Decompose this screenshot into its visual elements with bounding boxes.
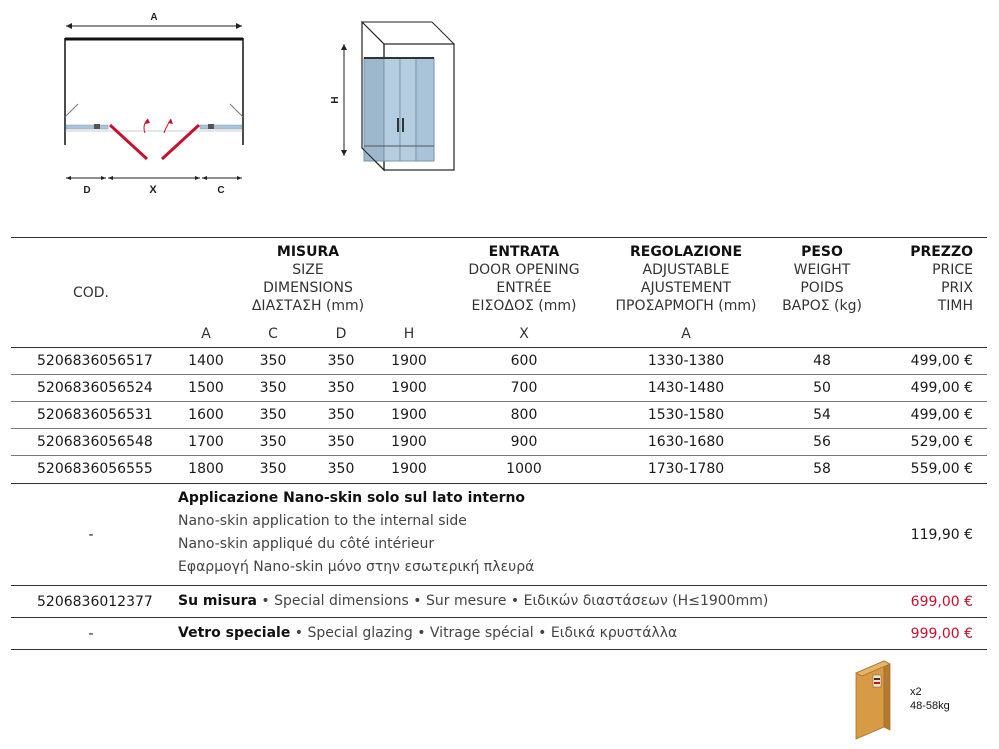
row-weight: 48: [813, 353, 831, 369]
elevation-label-h: H: [330, 96, 341, 104]
row-cod: 5206836056531: [37, 407, 153, 423]
row-cod: 5206836056555: [37, 461, 153, 477]
col-header-regolazione-line: AJUSTEMENT: [640, 280, 732, 296]
row-adjustable: 1430-1480: [647, 380, 725, 396]
subheader-adj-a: A: [681, 326, 691, 342]
row-h: 1900: [391, 434, 427, 450]
row-x: 900: [510, 434, 538, 450]
col-header-prezzo: [910, 243, 973, 315]
row-cod: 5206836056524: [37, 380, 153, 396]
row-weight: 56: [813, 434, 831, 450]
col-header-peso: [782, 243, 862, 315]
row-weight: 50: [813, 380, 831, 396]
col-header-peso-line: POIDS: [800, 280, 844, 296]
row-d: 350: [327, 407, 355, 423]
option-line: Nano-skin appliqué du côté intérieur: [178, 536, 435, 552]
col-header-entrata-line: DOOR OPENING: [468, 262, 580, 278]
option-price: 119,90 €: [910, 527, 973, 543]
col-header-misura-line: SIZE: [292, 262, 324, 278]
package-info: [910, 685, 950, 713]
col-header-entrata-line: ENTRÉE: [496, 280, 552, 296]
row-rule: [11, 483, 987, 484]
header-rule: [11, 347, 987, 348]
row-x: 700: [510, 380, 538, 396]
col-header-peso-line: ΒΑΡΟΣ (kg): [782, 298, 862, 314]
row-weight: 54: [813, 407, 831, 423]
col-header-peso-line: WEIGHT: [793, 262, 851, 278]
col-header-regolazione-title: REGOLAZIONE: [629, 244, 743, 260]
plan-label-a: A: [150, 12, 158, 23]
option-cod: 5206836012377: [37, 594, 153, 610]
col-header-regolazione-line: ADJUSTABLE: [642, 262, 730, 278]
row-x: 600: [510, 353, 538, 369]
row-weight: 58: [813, 461, 831, 477]
table-top-rule: [11, 237, 987, 238]
row-a: 1600: [188, 407, 224, 423]
row-d: 350: [327, 461, 355, 477]
col-header-prezzo-line: PRICE: [932, 262, 973, 278]
option-title: Su misura: [178, 593, 257, 609]
row-rule: [11, 455, 987, 456]
col-header-misura-line: DIMENSIONS: [263, 280, 353, 296]
row-a: 1500: [188, 380, 224, 396]
col-header-prezzo-line: PRIX: [941, 280, 973, 296]
col-header-regolazione-line: ΠΡΟΣΑΡΜΟΓΗ (mm): [615, 298, 757, 314]
row-cod: 5206836056548: [37, 434, 153, 450]
row-c: 350: [259, 407, 287, 423]
row-d: 350: [327, 353, 355, 369]
col-header-misura-line: ΔΙΑΣΤΑΣΗ (mm): [251, 298, 365, 314]
row-a: 1700: [188, 434, 224, 450]
package-count: x2: [910, 686, 922, 698]
option-description: [178, 590, 768, 613]
row-rule: [11, 428, 987, 429]
row-adjustable: 1630-1680: [647, 434, 725, 450]
option-title: Vetro speciale: [178, 625, 291, 641]
row-x: 800: [510, 407, 538, 423]
row-rule: [11, 585, 987, 586]
option-desc: • Special dimensions • Sur mesure • Ειδικών διαστάσεων (H≤1900mm): [256, 593, 769, 609]
row-d: 350: [327, 434, 355, 450]
row-rule: [11, 401, 987, 402]
row-c: 350: [259, 461, 287, 477]
col-header-regolazione: [616, 243, 757, 315]
option-title: Applicazione Nano-skin solo sul lato interno: [178, 490, 526, 506]
option-price: 699,00 €: [910, 594, 973, 610]
col-header-cod: COD.: [72, 285, 110, 301]
col-header-entrata-line: ΕΙΣΟΔΟΣ (mm): [471, 298, 577, 314]
row-a: 1400: [188, 353, 224, 369]
option-line: Nano-skin application to the internal side: [178, 513, 467, 529]
col-header-peso-title: PESO: [801, 244, 843, 260]
col-header-entrata-title: ENTRATA: [488, 244, 560, 260]
elevation-diagram: [322, 10, 472, 195]
row-cod: 5206836056517: [37, 353, 153, 369]
row-h: 1900: [391, 461, 427, 477]
row-c: 350: [259, 434, 287, 450]
plan-diagram: [50, 5, 260, 200]
option-cod: -: [88, 527, 94, 543]
table-bottom-rule: [11, 649, 987, 650]
row-h: 1900: [391, 353, 427, 369]
col-header-misura-title: MISURA: [276, 244, 340, 260]
row-adjustable: 1730-1780: [647, 461, 725, 477]
row-rule: [11, 374, 987, 375]
package-box-icon: [848, 655, 898, 740]
option-cod: -: [88, 626, 94, 642]
row-x: 1000: [506, 461, 542, 477]
row-price: 499,00 €: [910, 380, 973, 396]
row-price: 529,00 €: [910, 434, 973, 450]
row-h: 1900: [391, 407, 427, 423]
subheader-c: C: [268, 326, 278, 342]
subheader-d: D: [335, 326, 347, 342]
subheader-x: X: [519, 326, 529, 342]
row-adjustable: 1330-1380: [647, 353, 725, 369]
col-header-prezzo-title: PREZZO: [910, 244, 973, 260]
row-h: 1900: [391, 380, 427, 396]
plan-label-d: D: [83, 185, 91, 196]
option-description: [178, 487, 534, 579]
option-description: [178, 622, 677, 645]
row-price: 499,00 €: [910, 407, 973, 423]
plan-label-x: X: [149, 184, 157, 196]
option-price: 999,00 €: [910, 626, 973, 642]
row-d: 350: [327, 380, 355, 396]
row-rule: [11, 617, 987, 618]
row-adjustable: 1530-1580: [647, 407, 725, 423]
row-price: 499,00 €: [910, 353, 973, 369]
row-c: 350: [259, 353, 287, 369]
subheader-h: H: [403, 326, 415, 342]
row-price: 559,00 €: [910, 461, 973, 477]
option-line: Εφαρμογή Nano-skin μόνο στην εσωτερική πλευρά: [178, 559, 535, 575]
option-desc: • Special glazing • Vitrage spécial • Ειδικά κρυστάλλα: [290, 625, 678, 641]
subheader-a: A: [201, 326, 211, 342]
package-weight: 48-58kg: [910, 700, 950, 712]
col-header-entrata: [468, 243, 579, 315]
row-a: 1800: [188, 461, 224, 477]
row-c: 350: [259, 380, 287, 396]
col-header-misura: [252, 243, 364, 315]
plan-label-c: C: [217, 185, 225, 196]
col-header-prezzo-line: ΤΙΜΗ: [937, 298, 973, 314]
